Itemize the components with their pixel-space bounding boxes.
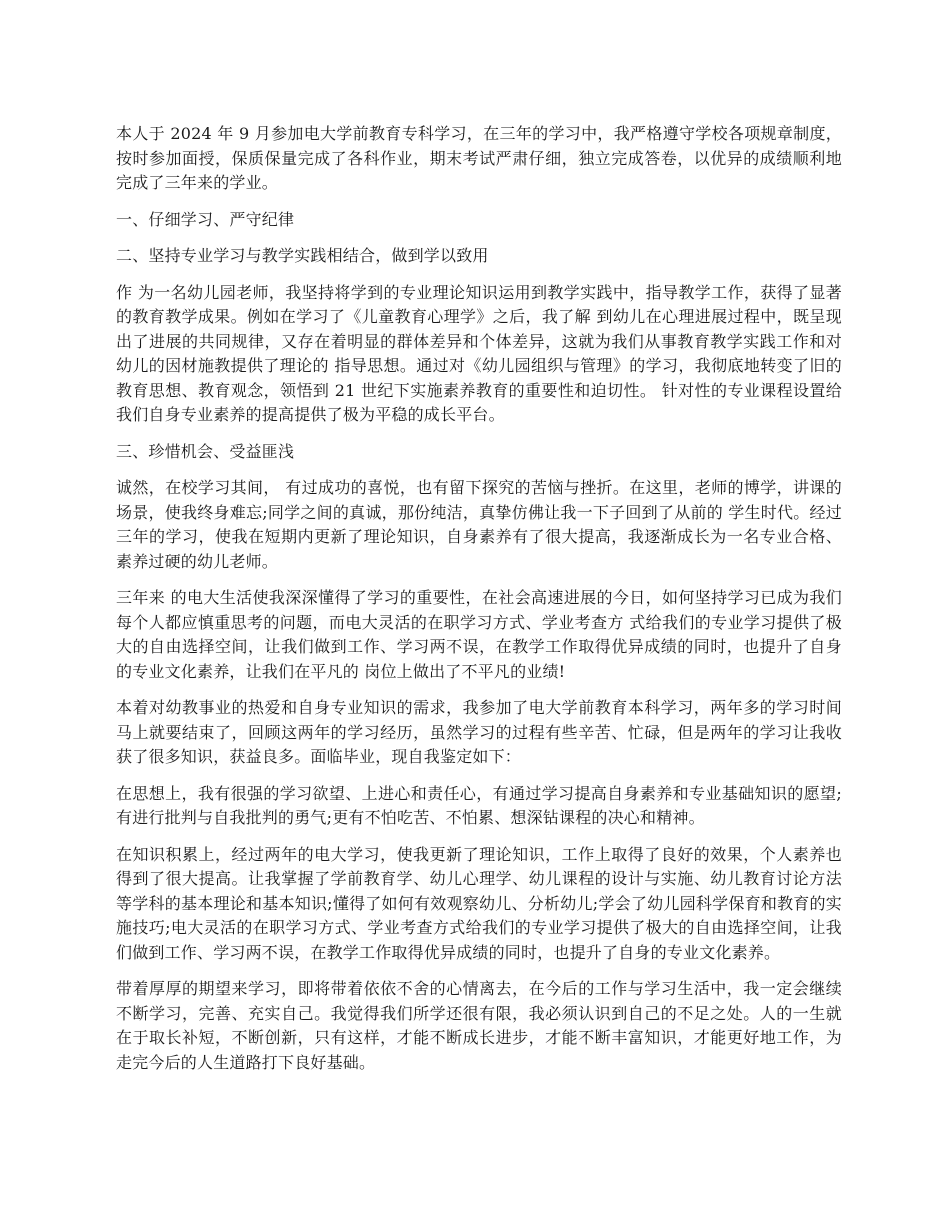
section-heading-2: 二、坚持专业学习与教学实践相结合，做到学以致用 bbox=[116, 246, 489, 265]
closing-paragraph: 带着厚厚的期望来学习，即将带着依依不舍的心情离去，在今后的工作与学习生活中，我一定会继续不断学习，完善、充实自己。我觉得我们所学还很有限，我必须认识到自己的不足之处。人的一生就在于取长补短，不断创新，只有这样，才能不断成长进步，才能不断丰富知识，才能更好地工作，为走完今后的人生道路打下良好基础。 bbox=[116, 979, 842, 1072]
body-paragraph: 三年来 的电大生活使我深深懂得了学习的重要性，在社会高速进展的今日，如何坚持学习已成为我们每个人都应慎重思考的问题，而电大灵活的在职学习方式、学业考查方 式给我们的专业学习提供了极大的自由选择空间，让我们做到工作、学习两不误，在教学工作取得优异成绩的同时，也提升了自身的专业文化素养，让我们在平凡的 岗位上做出了不平凡的业绩! bbox=[116, 588, 842, 681]
section-heading-1: 一、仔细学习、严守纪律 bbox=[116, 209, 295, 229]
document-body bbox=[116, 122, 842, 1087]
body-paragraph: 诚然，在校学习其间， 有过成功的喜悦，也有留下探究的苦恼与挫折。在这里，老师的博学，讲课的场景，使我终身难忘;同学之间的真诚，那份纯洁，真挚仿佛让我一下子回到了从前的 学生时代。经过三年的学习，使我在短期内更新了理论知识，自身素养有了很大提高，我逐渐成长为一名专业合格、素养过硬的幼儿老师。 bbox=[116, 478, 842, 571]
intro-paragraph: 本人于 2024 年 9 月参加电大学前教育专科学习，在三年的学习中，我严格遵守学校各项规章制度，按时参加面授，保质保量完成了各科作业，期末考试严肃仔细，独立完成答卷，以优异的成绩顺利地完成了三年来的学业。 bbox=[116, 124, 842, 192]
body-paragraph: 本着对幼教事业的热爱和自身专业知识的需求，我参加了电大学前教育本科学习，两年多的学习时间马上就要结束了，回顾这两年的学习经历，虽然学习的过程有些辛苦、忙碌，但是两年的学习让我收获了很多知识，获益良多。面临毕业，现自我鉴定如下： bbox=[116, 698, 842, 766]
body-paragraph: 在思想上，我有很强的学习欲望、上进心和责任心，有通过学习提高自身素养和专业基础知识的愿望;有进行批判与自我批判的勇气;更有不怕吃苦、不怕累、想深钻课程的决心和精神。 bbox=[116, 783, 842, 827]
body-paragraph: 在知识积累上，经过两年的电大学习，使我更新了理论知识，工作上取得了良好的效果，个人素养也得到了很大提高。让我掌握了学前教育学、幼儿心理学、幼儿课程的设计与实施、幼儿教育讨论方法等学科的基本理论和基本知识;懂得了如何有效观察幼儿、分析幼儿;学会了幼儿园科学保育和教育的实施技巧;电大灵活的在职学习方式、学业考查方式给我们的专业学习提供了极大的自由选择空间，让我们做到工作、学习两不误，在教学工作取得优异成绩的同时，也提升了自身的专业文化素养。 bbox=[116, 844, 842, 962]
section-heading-3: 三、珍惜机会、受益匪浅 bbox=[116, 441, 295, 461]
body-paragraph: 作 为一名幼儿园老师，我坚持将学到的专业理论知识运用到教学实践中，指导教学工作，获得了显著的教育教学成果。例如在学习了《儿童教育心理学》之后，我了解 到幼儿在心理进展过程中，既呈现出了进展的共同规律，又存在着明显的群体差异和个体差异，这就为我们从事教育教学实践工作和对幼儿的因材施教提供了理论的 指导思想。通过对《幼儿园组织与管理》的学习，我彻底地转变了旧的教育思想、教育观念，领悟到 21 世纪下实施素养教育的重要性和迫切性。 针对性的专业课程设置给我们自身专业素养的提高提供了极为平稳的成长平台。 bbox=[116, 282, 842, 424]
